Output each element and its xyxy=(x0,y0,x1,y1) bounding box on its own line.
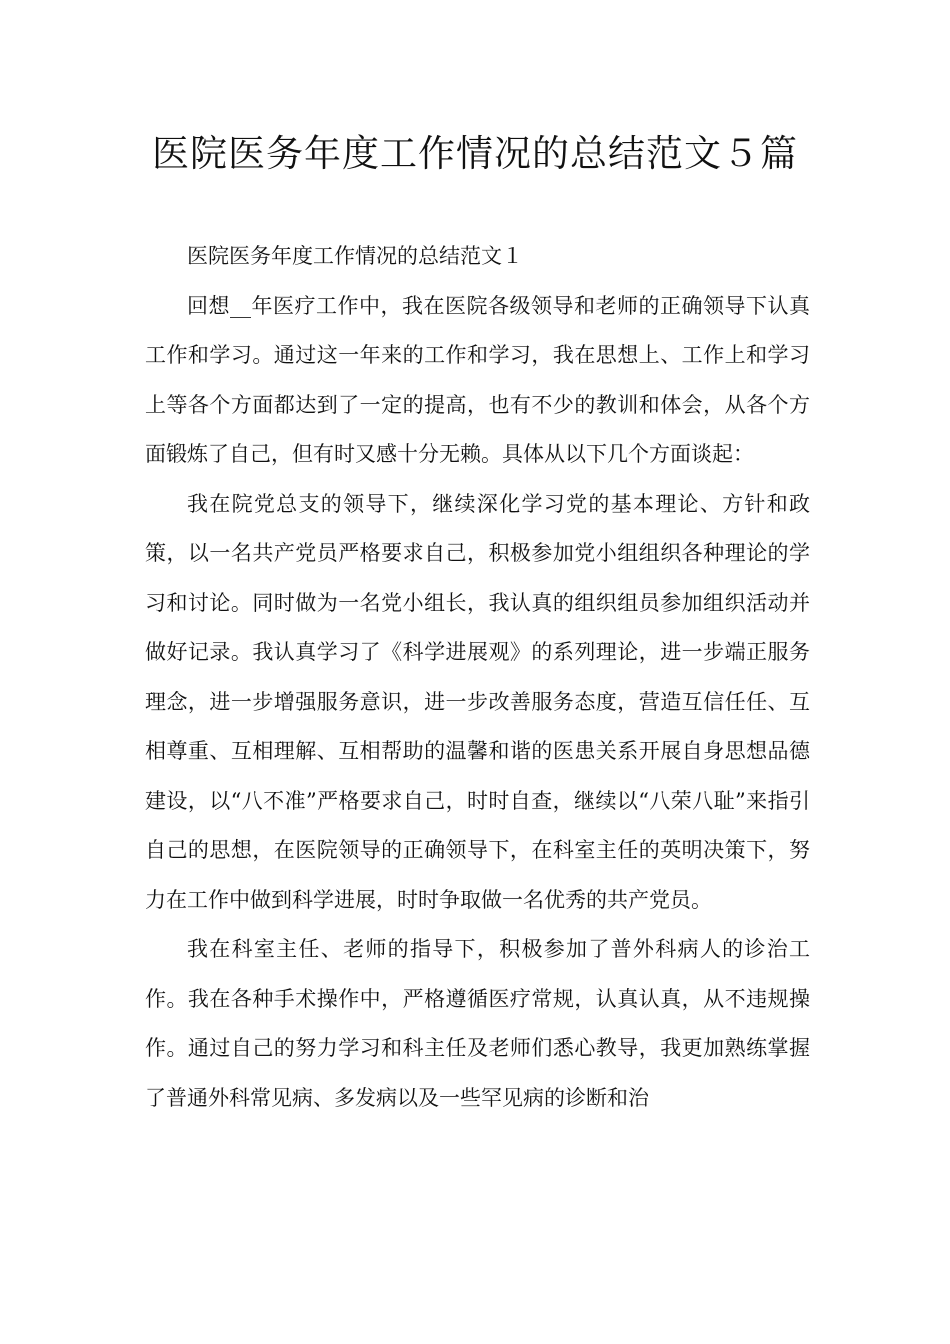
document-title: 医院医务年度工作情况的总结范文５篇 xyxy=(152,132,798,175)
paragraph-2: 我在院党总支的领导下，继续深化学习党的基本理论、方针和政策，以一名共产党员严格要求自己，积极参加党小组组织各种理论的学习和讨论。同时做为一名党小组长，我认真的组织组员参加组织活动并做好记录。我认真学习了《科学进展观》的系列理论，进一步端正服务理念，进一步增强服务意识，进一步改善服务态度，营造互信任任、互相尊重、互相理解、互相帮助的温馨和谐的医患关系开展自身思想品德建设，以“八不准”严格要求自己，时时自查，继续以“八荣八耻”来指引自己的思想，在医院领导的正确领导下，在科室主任的英明决策下，努力在工作中做到科学进展，时时争取做一名优秀的共产党员。 xyxy=(145,491,810,912)
document-body xyxy=(145,232,810,1123)
paragraph-1: 回想__年医疗工作中，我在医院各级领导和老师的正确领导下认真工作和学习。通过这一年来的工作和学习，我在思想上、工作上和学习上等各个方面都达到了一定的提高，也有不少的教训和体会，从各个方面锻炼了自己，但有时又感十分无赖。具体从以下几个方面谈起： xyxy=(145,293,810,466)
section-heading: 医院医务年度工作情况的总结范文１ xyxy=(187,244,523,268)
paragraph-3: 我在科室主任、老师的指导下，积极参加了普外科病人的诊治工作。我在各种手术操作中，严格遵循医疗常规，认真认真，从不违规操作。通过自己的努力学习和科主任及老师们悉心教导，我更加熟练掌握了普通外科常见病、多发病以及一些罕见病的诊断和治 xyxy=(145,937,810,1110)
